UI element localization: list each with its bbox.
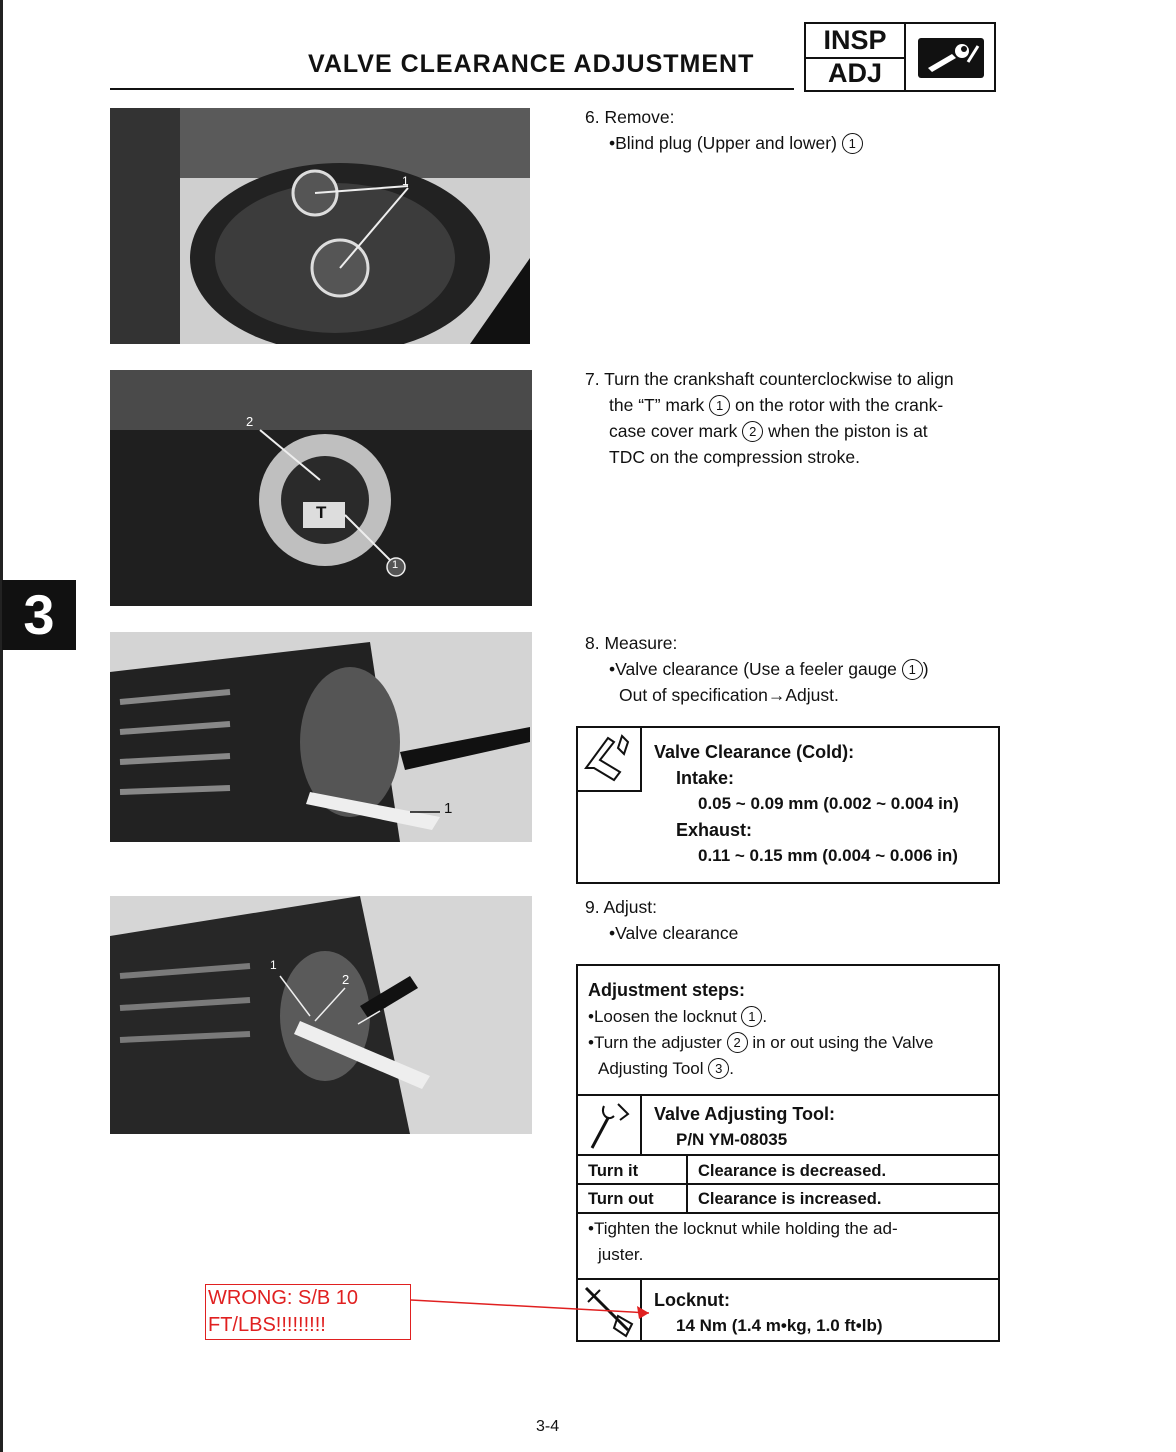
table-action-2: Turn out bbox=[588, 1190, 654, 1208]
step-8-item-end: ) bbox=[922, 659, 929, 679]
adj-steps-text bbox=[588, 1004, 993, 1082]
page-number: 3-4 bbox=[536, 1418, 560, 1435]
adj-step2b: in or out using the Valve bbox=[752, 1033, 934, 1052]
locknut-title: Locknut: bbox=[654, 1290, 730, 1310]
step-7-line3: case cover mark bbox=[609, 421, 738, 441]
tighten-text bbox=[588, 1216, 993, 1268]
locknut-torque-value: 14 Nm (1.4 m•kg, 1.0 ft•lb) bbox=[676, 1316, 883, 1335]
divider bbox=[578, 1212, 998, 1214]
step-9-item: •Valve clearance bbox=[609, 923, 739, 943]
photo4-ref-tool: 3 bbox=[380, 996, 388, 1011]
ref-marker: 1 bbox=[709, 395, 730, 416]
step-8-item: •Valve clearance (Use a feeler gauge bbox=[609, 659, 897, 679]
step-7 bbox=[585, 366, 1005, 470]
tool-title: Valve Adjusting Tool: bbox=[654, 1104, 836, 1124]
photo1-ref: 1 bbox=[402, 174, 409, 188]
correction-callout bbox=[205, 1284, 411, 1340]
photo4-ref-adjuster: 2 bbox=[342, 972, 350, 987]
divider bbox=[578, 1183, 998, 1185]
photo2-t-mark: T bbox=[316, 503, 327, 522]
step-7-line4: TDC on the compression stroke. bbox=[609, 447, 860, 467]
adj-step2c-end: . bbox=[729, 1059, 735, 1078]
step-9-heading: 9. Adjust: bbox=[585, 897, 657, 917]
spec-exhaust-value: 0.11 ~ 0.15 mm (0.004 ~ 0.006 in) bbox=[698, 846, 958, 865]
ref-marker: 1 bbox=[842, 133, 863, 154]
wrench-icon bbox=[918, 38, 984, 78]
adj-step2c: Adjusting Tool bbox=[598, 1059, 704, 1078]
divider bbox=[578, 1154, 998, 1156]
tighten-line1: •Tighten the locknut while holding the ad- bbox=[588, 1219, 898, 1238]
step-7-line1: 7. Turn the crankshaft counterclockwise to align bbox=[585, 369, 954, 389]
callout-line1: WRONG: S/B 10 bbox=[208, 1287, 359, 1309]
spec-exhaust-label: Exhaust: bbox=[676, 820, 753, 840]
tighten-line2: juster. bbox=[598, 1245, 644, 1264]
table-result-1: Clearance is decreased. bbox=[698, 1162, 887, 1180]
callout-arrow bbox=[411, 1290, 661, 1330]
spec-intake-label: Intake: bbox=[676, 768, 735, 788]
adj-step2a: •Turn the adjuster bbox=[588, 1033, 722, 1052]
callout-line2: FT/LBS!!!!!!!!! bbox=[208, 1314, 326, 1336]
step-7-line2: the “T” mark bbox=[609, 395, 705, 415]
adj-title: Adjustment steps: bbox=[588, 980, 746, 1000]
tool-icon bbox=[578, 1096, 642, 1156]
step-8 bbox=[585, 630, 1005, 708]
page-title: VALVE CLEARANCE ADJUSTMENT bbox=[308, 50, 755, 78]
valve-clearance-spec-box bbox=[576, 726, 1000, 884]
photo-adjusting-tool bbox=[110, 896, 532, 1134]
adjustment-steps-box bbox=[576, 964, 1000, 1342]
badge-divider bbox=[904, 24, 906, 90]
title-underline bbox=[110, 88, 794, 90]
spec-title: Valve Clearance (Cold): bbox=[654, 742, 855, 762]
chapter-tab: 3 bbox=[2, 580, 76, 650]
photo-feeler-gauge bbox=[110, 632, 532, 842]
step-7-line3b: when the piston is at bbox=[768, 421, 928, 441]
ref-marker: 1 bbox=[902, 659, 923, 680]
spec-intake-value: 0.05 ~ 0.09 mm (0.002 ~ 0.004 in) bbox=[698, 794, 959, 813]
ref-marker: 1 bbox=[741, 1006, 762, 1027]
adj-step1: •Loosen the locknut bbox=[588, 1007, 737, 1026]
step-8-heading: 8. Measure: bbox=[585, 633, 678, 653]
spec-wrench-icon bbox=[578, 728, 642, 792]
photo2-ref-t-mark: 1 bbox=[392, 559, 399, 571]
step-8-sub: Out of specification→Adjust. bbox=[619, 685, 839, 705]
step-9 bbox=[585, 894, 1005, 946]
step-6-item: •Blind plug (Upper and lower) bbox=[609, 133, 837, 153]
table-action-1: Turn it bbox=[588, 1162, 639, 1180]
ref-marker: 2 bbox=[727, 1032, 748, 1053]
badge-insp: INSP bbox=[806, 24, 904, 59]
step-6 bbox=[585, 104, 1005, 156]
step-6-heading: 6. Remove: bbox=[585, 107, 675, 127]
ref-marker: 2 bbox=[742, 421, 763, 442]
left-margin-rule bbox=[0, 0, 3, 1452]
photo-blind-plug bbox=[110, 108, 530, 344]
step-7-line2b: on the rotor with the crank- bbox=[735, 395, 944, 415]
section-badge bbox=[804, 22, 996, 92]
tool-part-number: P/N YM-08035 bbox=[676, 1130, 788, 1149]
badge-adj: ADJ bbox=[827, 58, 882, 88]
table-result-2: Clearance is increased. bbox=[698, 1190, 882, 1208]
photo-timing-mark bbox=[110, 370, 532, 606]
photo3-ref: 1 bbox=[444, 800, 453, 817]
ref-marker: 3 bbox=[708, 1058, 729, 1079]
photo4-ref-locknut: 1 bbox=[270, 958, 277, 972]
photo2-ref-cover-mark: 2 bbox=[246, 414, 254, 429]
adj-step1-end: . bbox=[762, 1007, 768, 1026]
